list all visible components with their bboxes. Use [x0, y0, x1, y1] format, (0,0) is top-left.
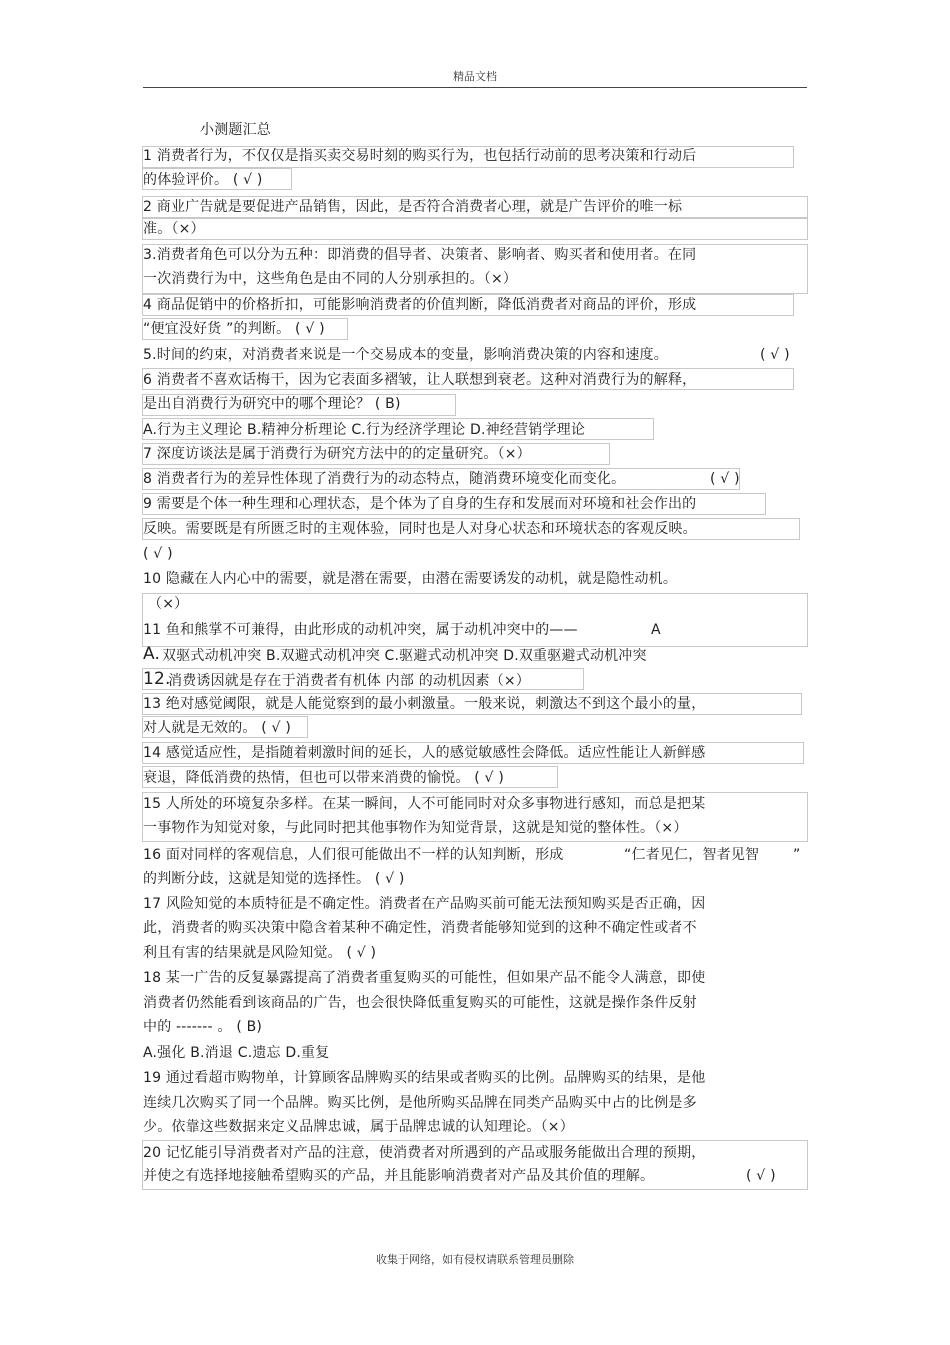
answer-mark: ( √ ): [760, 347, 790, 363]
page-footer: 收集于网络，如有侵权请联系管理员删除: [376, 1253, 574, 1266]
text-line: 消费者仍然能看到该商品的广告，也会很快降低重复购买的可能性，这就是操作条件反射: [143, 995, 697, 1011]
option-line: A.行为主义理论 B.精神分析理论 C.行为经济学理论 D.神经营销学理论: [143, 422, 586, 438]
text-line: 消费诱因就是存在于消费者有机体 内部 的动机因素（×）: [168, 673, 531, 689]
text-line: 3.消费者角色可以分为五种：即消费的倡导者、决策者、影响者、购买者和使用者。在同: [143, 247, 697, 263]
answer-mark: ( √ ): [710, 471, 740, 487]
text-line: 16 面对同样的客观信息，人们很可能做出不一样的认知判断，形成: [143, 847, 564, 863]
option-line: 双驱式动机冲突 B.双避式动机冲突 C.驱避式动机冲突 D.双重驱避式动机冲突: [162, 648, 647, 664]
text-line: 中的 ------- 。 ( B): [143, 1019, 263, 1035]
answer-mark: （×）: [148, 596, 189, 612]
text-line: 11 鱼和熊掌不可兼得，由此形成的动机冲突，属于动机冲突中的——: [143, 622, 578, 638]
text-line: 7 深度访谈法是属于消费行为研究方法中的的定量研究。（×）: [143, 446, 531, 462]
text-line: 6 消费者不喜欢话梅干，因为它表面多褶皱，让人联想到衰老。这种对消费行为的解释，: [143, 372, 697, 388]
doc-title: 小测题汇总: [200, 122, 271, 138]
text-line: 1 消费者行为，不仅仅是指买卖交易时刻的购买行为，也包括行动前的思考决策和行动后: [143, 148, 697, 164]
text-line: 准。（×）: [143, 221, 205, 237]
text-line: “便宜没好货 ”的判断。 ( √ ): [143, 321, 325, 337]
item-number: 12.: [143, 669, 171, 689]
answer-mark: ( √ ): [143, 546, 173, 562]
text-line: 8 消费者行为的差异性体现了消费行为的动态特点，随消费环境变化而变化。: [143, 471, 626, 487]
text-line: 20 记忆能引导消费者对产品的注意，使消费者对所遇到的产品或服务能做出合理的预期，: [143, 1145, 706, 1161]
text-line: 17 风险知觉的本质特征是不确定性。消费者在产品购买前可能无法预知购买是否正确，因: [143, 896, 706, 912]
text-line: 13 绝对感觉阈限，就是人能觉察到的最小刺激量。一般来说，刺激达不到这个最小的量，: [143, 696, 706, 712]
header-rule: [143, 87, 807, 88]
text-line: 5.时间的约束，对消费者来说是一个交易成本的变量，影响消费决策的内容和速度。: [143, 347, 668, 363]
text-line: 并使之有选择地接触希望购买的产品，并且能影响消费者对产品及其价值的理解。: [143, 1168, 655, 1184]
text-line: 15 人所处的环境复杂多样。在某一瞬间，人不可能同时对众多事物进行感知，而总是把某: [143, 796, 706, 812]
answer-mark: ( √ ): [746, 1168, 776, 1184]
text-line: 19 通过看超市购物单，计算顾客品牌购买的结果或者购买的比例。品牌购买的结果，是他: [143, 1070, 706, 1086]
text-line: ”: [793, 847, 801, 863]
text-line: 利且有害的结果就是风险知觉。 ( √ ): [143, 945, 377, 961]
text-line: 少。依靠这些数据来定义品牌忠诚，属于品牌忠诚的认知理论。（×）: [143, 1119, 574, 1135]
text-line: 一次消费行为中，这些角色是由不同的人分别承担的。（×）: [143, 271, 518, 287]
text-line: 连续几次购买了同一个品牌。购买比例，是他所购买品牌在同类产品购买中占的比例是多: [143, 1095, 697, 1111]
text-line: 10 隐藏在人内心中的需要，就是潜在需要，由潜在需要诱发的动机，就是隐性动机。: [143, 571, 678, 587]
text-line: 2 商业广告就是要促进产品销售，因此，是否符合消费者心理，就是广告评价的唯一标: [143, 199, 683, 215]
text-line: “仁者见仁，智者见智: [624, 847, 760, 863]
text-line: 18 某一广告的反复暴露提高了消费者重复购买的可能性，但如果产品不能令人满意，即使: [143, 970, 706, 986]
text-line: 是出自消费行为研究中的哪个理论？ ( B): [143, 396, 401, 412]
text-line: 14 感觉适应性，是指随着刺激时间的延长，人的感觉敏感性会降低。适应性能让人新鲜感: [143, 745, 706, 761]
text-line: 4 商品促销中的价格折扣，可能影响消费者的价值判断，降低消费者对商品的评价，形成: [143, 297, 697, 313]
text-line: 一事物作为知觉对象，与此同时把其他事物作为知觉背景，这就是知觉的整体性。（×）: [143, 820, 688, 836]
answer-mark: A: [651, 622, 661, 638]
frame-box: [142, 218, 808, 240]
text-line: 此，消费者的购买决策中隐含着某种不确定性，消费者能够知觉到的这种不确定性或者不: [143, 920, 697, 936]
page-header: 精品文档: [453, 70, 497, 83]
text-line: 的判断分歧，这就是知觉的选择性。 ( √ ): [143, 871, 405, 887]
text-line: 9 需要是个体一种生理和心理状态，是个体为了自身的生存和发展而对环境和社会作出的: [143, 496, 697, 512]
text-line: 的体验评价。 ( √ ): [143, 172, 263, 188]
text-line: 反映。需要既是有所匮乏时的主观体验，同时也是人对身心状态和环境状态的客观反映。: [143, 521, 697, 537]
text-line: 衰退，降低消费的热情，但也可以带来消费的愉悦。 ( √ ): [143, 770, 504, 786]
option-line: A.强化 B.消退 C.遗忘 D.重复: [143, 1045, 330, 1061]
text-line: 对人就是无效的。 ( √ ): [143, 720, 291, 736]
option-letter: A.: [143, 644, 161, 664]
